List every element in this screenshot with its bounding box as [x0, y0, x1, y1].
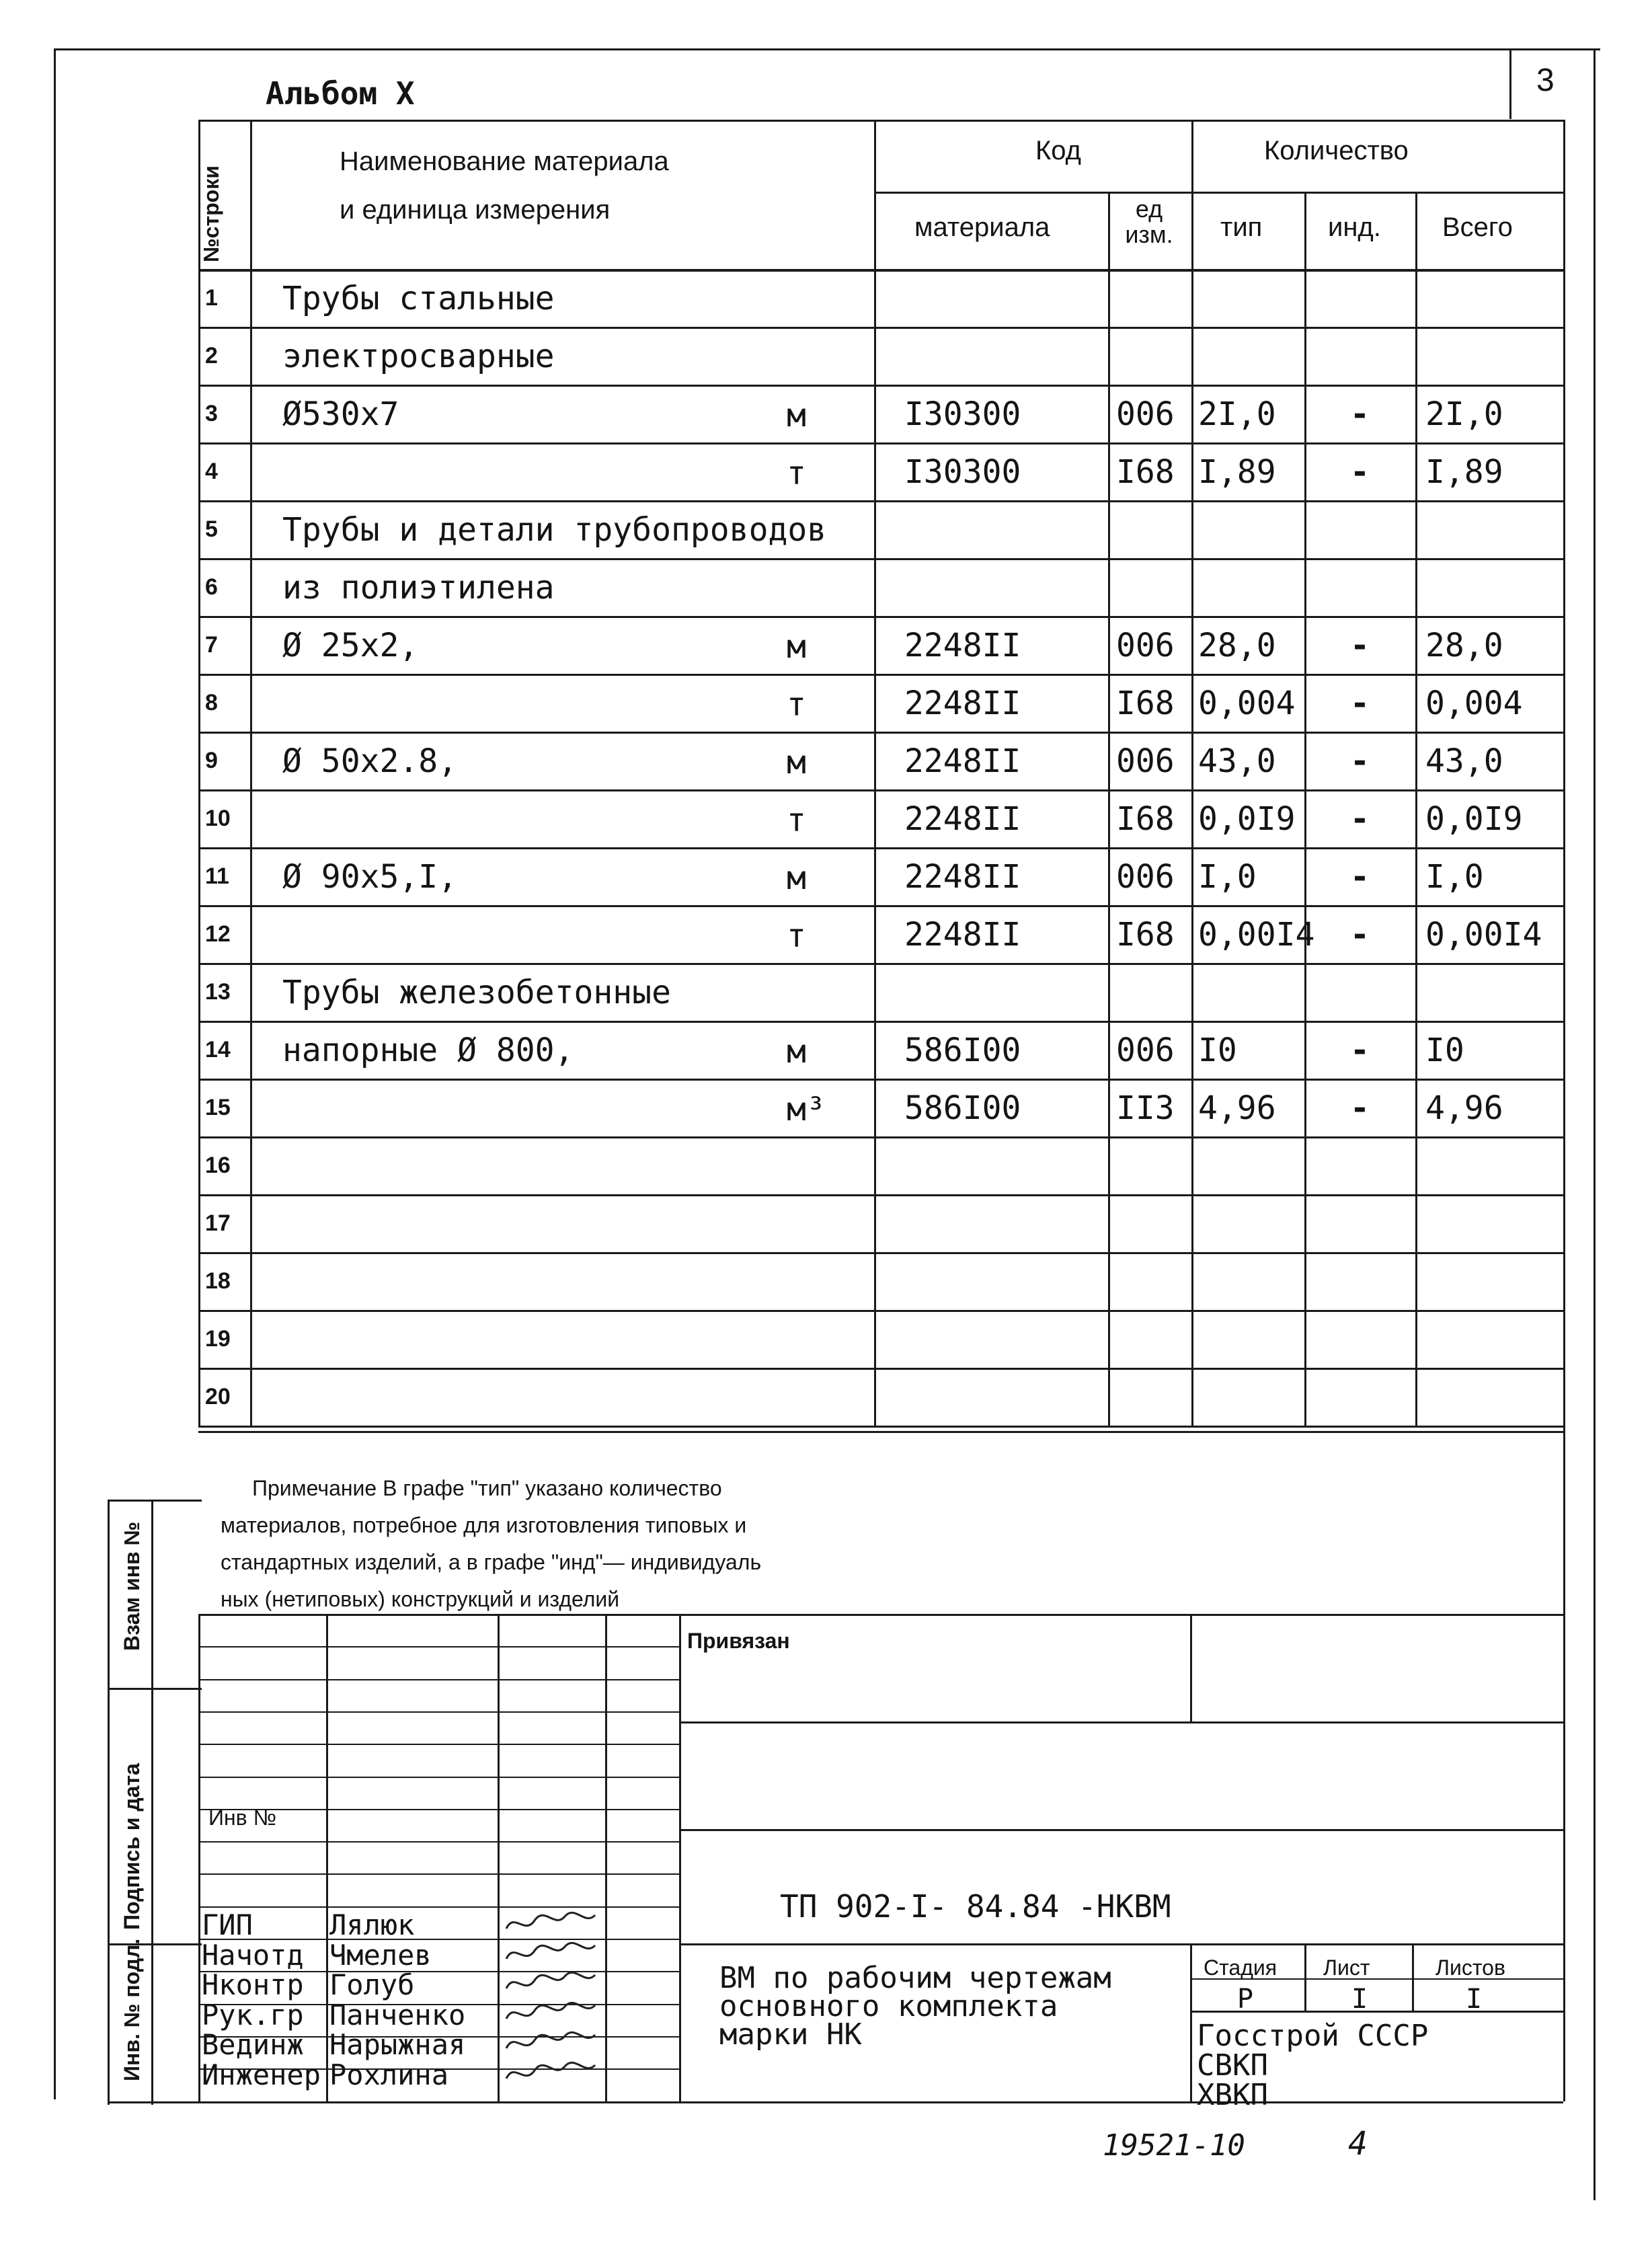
stage-value: Р: [1237, 1984, 1254, 2015]
row-number: 11: [205, 863, 229, 889]
row-line: [198, 963, 1563, 965]
note-line-2: материалов, потребное для изготовления типовых и: [221, 1513, 747, 1537]
row-unit: т: [787, 686, 806, 724]
signatory-name: Нарыжная: [329, 2028, 466, 2061]
column-header-code: Код: [1035, 136, 1082, 165]
row-name: Ø530х7: [282, 395, 399, 433]
row-line: [198, 1252, 1563, 1254]
sheet-label: Лист: [1323, 1955, 1370, 1980]
signature-scribble: [501, 1939, 602, 1968]
tb-left: [198, 1614, 200, 2101]
frame-top-line: [54, 48, 1600, 50]
row-material-code: 2248II: [904, 742, 1021, 780]
signatory-role: Инженер: [202, 2058, 321, 2091]
row-type-qty: I,89: [1198, 453, 1276, 491]
row-total-qty: I,0: [1425, 858, 1484, 896]
column-header-material: материала: [914, 212, 1050, 242]
row-name: из полиэтилена: [282, 569, 555, 607]
row-unit: т: [787, 802, 806, 839]
row-line: [198, 1426, 1563, 1428]
row-unit-code: 006: [1116, 858, 1175, 896]
stamp-outer-left: [108, 1500, 110, 2105]
row-material-code: 2248II: [904, 627, 1021, 664]
row-number: 7: [205, 632, 218, 658]
note-line-1: Примечание В графе "тип" указано количество: [252, 1476, 722, 1500]
signatory-role: Начотд: [202, 1938, 304, 1972]
note-line-4: ных (нетиповых) конструкций и изделий: [221, 1587, 620, 1611]
sig-row: [198, 1744, 679, 1745]
sig-row: [198, 1873, 679, 1875]
organization-line-1: Госстрой СССР: [1197, 2019, 1429, 2053]
sheet-number: 3: [1536, 63, 1555, 98]
row-material-code: I30300: [904, 395, 1021, 433]
privyazan-label: Привязан: [687, 1629, 790, 1653]
row-ind-qty: -: [1350, 858, 1370, 896]
row-ind-qty: -: [1350, 742, 1370, 780]
inv-no-label: Инв №: [208, 1806, 276, 1830]
row-total-qty: I,89: [1425, 453, 1503, 491]
row-material-code: 2248II: [904, 685, 1021, 722]
row-number: 10: [205, 806, 231, 831]
row-line: [198, 847, 1563, 849]
row-name: Трубы стальные: [282, 280, 555, 317]
signatory-role: Нконтр: [202, 1968, 304, 2001]
sig-row: [198, 1777, 679, 1778]
row-line: [198, 616, 1563, 618]
row-unit: м: [787, 628, 806, 666]
sig-row: [198, 1646, 679, 1648]
row-line: [198, 385, 1563, 387]
row-material-code: I30300: [904, 453, 1021, 491]
row-unit: м: [787, 1033, 806, 1071]
row-name: Трубы и детали трубопроводов: [282, 511, 827, 549]
column-header-row-no: №строки: [199, 165, 223, 262]
sheets-label: Листов: [1435, 1955, 1505, 1980]
tb-line-a: [679, 1721, 1563, 1723]
row-total-qty: 0,00I4: [1425, 916, 1542, 954]
row-type-qty: 43,0: [1198, 742, 1276, 780]
sheet-value: I: [1351, 1984, 1368, 2015]
stamp-inner-left: [151, 1500, 153, 2105]
row-line: [198, 1310, 1563, 1312]
row-line: [198, 327, 1563, 329]
row-unit: м³: [787, 1091, 826, 1128]
tb-stage-div1: [1304, 1943, 1306, 2011]
row-total-qty: 0,0I9: [1425, 800, 1523, 838]
signature-scribble: [501, 1968, 602, 1998]
row-line: [198, 442, 1563, 444]
row-line: [198, 732, 1563, 734]
signatory-name: Лялюк: [329, 1908, 415, 1941]
signatory-role: Рук.гр: [202, 1998, 304, 2031]
stamp-div-1: [108, 1688, 202, 1690]
sig-row: [198, 1906, 679, 1908]
row-number: 12: [205, 921, 231, 947]
row-unit-code: I68: [1116, 685, 1175, 722]
organization-line-2: СВКП: [1197, 2048, 1268, 2083]
sig-col-3: [679, 1614, 681, 2101]
tb-line-c: [679, 1943, 1563, 1945]
row-line: [198, 1194, 1563, 1196]
column-header-name-2: и единица измерения: [340, 195, 611, 225]
row-line: [198, 500, 1563, 502]
row-line: [198, 789, 1563, 791]
signature-scribble: [501, 2028, 602, 2058]
stamp-bottom: [108, 2101, 202, 2103]
row-material-code: 2248II: [904, 800, 1021, 838]
row-total-qty: 2I,0: [1425, 395, 1503, 433]
row-unit-code: I68: [1116, 453, 1175, 491]
tb-right: [1563, 1614, 1565, 2101]
row-ind-qty: -: [1350, 800, 1370, 838]
tb-stage-left: [1190, 1943, 1192, 2101]
stamp-top: [108, 1500, 202, 1502]
row-type-qty: 0,0I9: [1198, 800, 1296, 838]
column-header-ind: инд.: [1328, 212, 1381, 242]
col-line-code: [874, 120, 876, 1426]
row-unit: м: [787, 744, 806, 781]
tb-line-b: [679, 1829, 1563, 1831]
col-line-ucode: [1108, 192, 1110, 1426]
row-number: 5: [205, 516, 218, 542]
row-ind-qty: -: [1350, 1032, 1370, 1069]
sig-col-2: [605, 1614, 607, 2101]
row-unit: м: [787, 859, 806, 897]
sig-row: [198, 2101, 679, 2103]
signatory-name: Панченко: [329, 1998, 466, 2031]
row-ind-qty: -: [1350, 627, 1370, 664]
side-stamp-podpis: Подпись и дата: [120, 1763, 144, 1930]
row-number: 1: [205, 285, 218, 311]
signatory-role: Вединж: [202, 2028, 304, 2061]
row-name: электросварные: [282, 338, 555, 375]
col-line-total: [1415, 192, 1417, 1426]
row-ind-qty: -: [1350, 453, 1370, 491]
column-header-type: тип: [1220, 212, 1263, 242]
row-ind-qty: -: [1350, 685, 1370, 722]
row-line: [198, 1368, 1563, 1370]
row-number: 18: [205, 1268, 231, 1294]
row-type-qty: I,0: [1198, 858, 1257, 896]
column-header-name-1: Наименование материала: [340, 147, 669, 176]
note-top-line: [198, 1431, 1563, 1433]
signature-scribble: [501, 2058, 602, 2088]
row-number: 8: [205, 690, 218, 715]
sig-col-1: [498, 1614, 500, 2101]
row-unit-code: I68: [1116, 800, 1175, 838]
row-name: Ø 50х2.8,: [282, 742, 458, 780]
row-material-code: 2248II: [904, 858, 1021, 896]
row-number: 17: [205, 1210, 231, 1236]
row-unit-code: 006: [1116, 1032, 1175, 1069]
row-ind-qty: -: [1350, 1089, 1370, 1127]
row-type-qty: 0,004: [1198, 685, 1296, 722]
row-unit-code: 006: [1116, 627, 1175, 664]
col-line-num: [198, 120, 200, 1426]
row-unit: т: [787, 917, 806, 955]
row-number: 2: [205, 343, 218, 369]
row-ind-qty: -: [1350, 916, 1370, 954]
row-type-qty: 28,0: [1198, 627, 1276, 664]
frame-left-line: [54, 48, 56, 2099]
row-type-qty: I0: [1198, 1032, 1237, 1069]
row-line: [198, 905, 1563, 907]
header-mid-line: [874, 192, 1563, 194]
sheets-value: I: [1466, 1984, 1483, 2015]
row-total-qty: 43,0: [1425, 742, 1503, 780]
sig-row: [198, 1679, 679, 1680]
row-name: Ø 90х5,I,: [282, 858, 458, 896]
row-material-code: 2248II: [904, 916, 1021, 954]
col-line-ind: [1304, 192, 1306, 1426]
row-total-qty: 28,0: [1425, 627, 1503, 664]
tb-top: [198, 1614, 1563, 1616]
row-total-qty: 0,004: [1425, 685, 1523, 722]
row-number: 13: [205, 979, 231, 1005]
col-line-type: [1191, 120, 1193, 1426]
row-ind-qty: -: [1350, 395, 1370, 433]
row-number: 3: [205, 401, 218, 426]
sig-row: [198, 1711, 679, 1713]
row-unit-code: 006: [1116, 742, 1175, 780]
document-title-line-3: марки НК: [719, 2017, 862, 2052]
row-unit-code: II3: [1116, 1089, 1175, 1127]
row-unit: м: [787, 397, 806, 434]
sheet-number-box-line: [1509, 48, 1511, 119]
row-name: напорные Ø 800,: [282, 1032, 574, 1069]
signatory-role: ГИП: [202, 1908, 253, 1941]
tb-stage-div2: [1412, 1943, 1414, 2011]
sig-col-0: [326, 1614, 328, 2101]
row-material-code: 586I00: [904, 1089, 1021, 1127]
column-header-total: Всего: [1442, 212, 1513, 242]
document-title-line-2: основного комплекта: [719, 1989, 1058, 2023]
row-unit-code: 006: [1116, 395, 1175, 433]
document-code: ТП 902-I- 84.84 -НКВМ: [780, 1888, 1171, 1925]
row-line: [198, 1079, 1563, 1081]
signature-scribble: [501, 1999, 602, 2028]
col-line-name: [250, 120, 252, 1426]
row-number: 15: [205, 1095, 231, 1120]
row-line: [198, 558, 1563, 560]
header-bottom-line: [198, 269, 1563, 272]
sig-row: [198, 1841, 679, 1843]
document-title-line-1: ВМ по рабочим чертежам: [719, 1961, 1111, 1995]
row-unit-code: I68: [1116, 916, 1175, 954]
row-number: 16: [205, 1153, 231, 1178]
signatory-name: Чмелев: [329, 1938, 432, 1972]
side-stamp-inv-podl: Инв. № подл.: [120, 1938, 144, 2081]
row-line: [198, 1136, 1563, 1138]
column-header-quantity: Количество: [1264, 136, 1409, 165]
table-top-line: [198, 120, 1563, 122]
organization-line-3: ХВКП: [1197, 2078, 1268, 2112]
side-stamp-vzam: Взам инв №: [120, 1521, 144, 1651]
row-number: 6: [205, 574, 218, 600]
row-number: 9: [205, 748, 218, 773]
row-line: [198, 674, 1563, 676]
signature-scribble: [501, 1908, 602, 1938]
signatory-name: Рохлина: [329, 2058, 449, 2091]
row-number: 19: [205, 1326, 231, 1352]
row-name: Трубы железобетонные: [282, 974, 671, 1011]
row-number: 4: [205, 459, 218, 484]
row-material-code: 586I00: [904, 1032, 1021, 1069]
archive-number: 19521-10: [1103, 2128, 1245, 2163]
row-unit: т: [787, 455, 806, 492]
page-number: 4: [1348, 2125, 1368, 2163]
album-label: Альбом X: [266, 75, 415, 112]
row-line: [198, 1021, 1563, 1023]
row-number: 20: [205, 1384, 231, 1409]
row-total-qty: I0: [1425, 1032, 1464, 1069]
row-name: Ø 25х2,: [282, 627, 419, 664]
note-line-3: стандартных изделий, а в графе "инд"— индивидуаль: [221, 1550, 762, 1574]
row-type-qty: 2I,0: [1198, 395, 1276, 433]
frame-right-line: [1594, 48, 1596, 2200]
stage-label: Стадия: [1204, 1955, 1277, 1980]
tb-privyazan-div: [1190, 1614, 1192, 1721]
row-number: 14: [205, 1037, 231, 1062]
row-type-qty: 4,96: [1198, 1089, 1276, 1127]
row-type-qty: 0,00I4: [1198, 916, 1315, 954]
row-total-qty: 4,96: [1425, 1089, 1503, 1127]
signatory-name: Голуб: [329, 1968, 415, 2001]
column-header-unit-code: ед изм.: [1125, 195, 1173, 248]
col-line-right: [1563, 120, 1565, 1426]
